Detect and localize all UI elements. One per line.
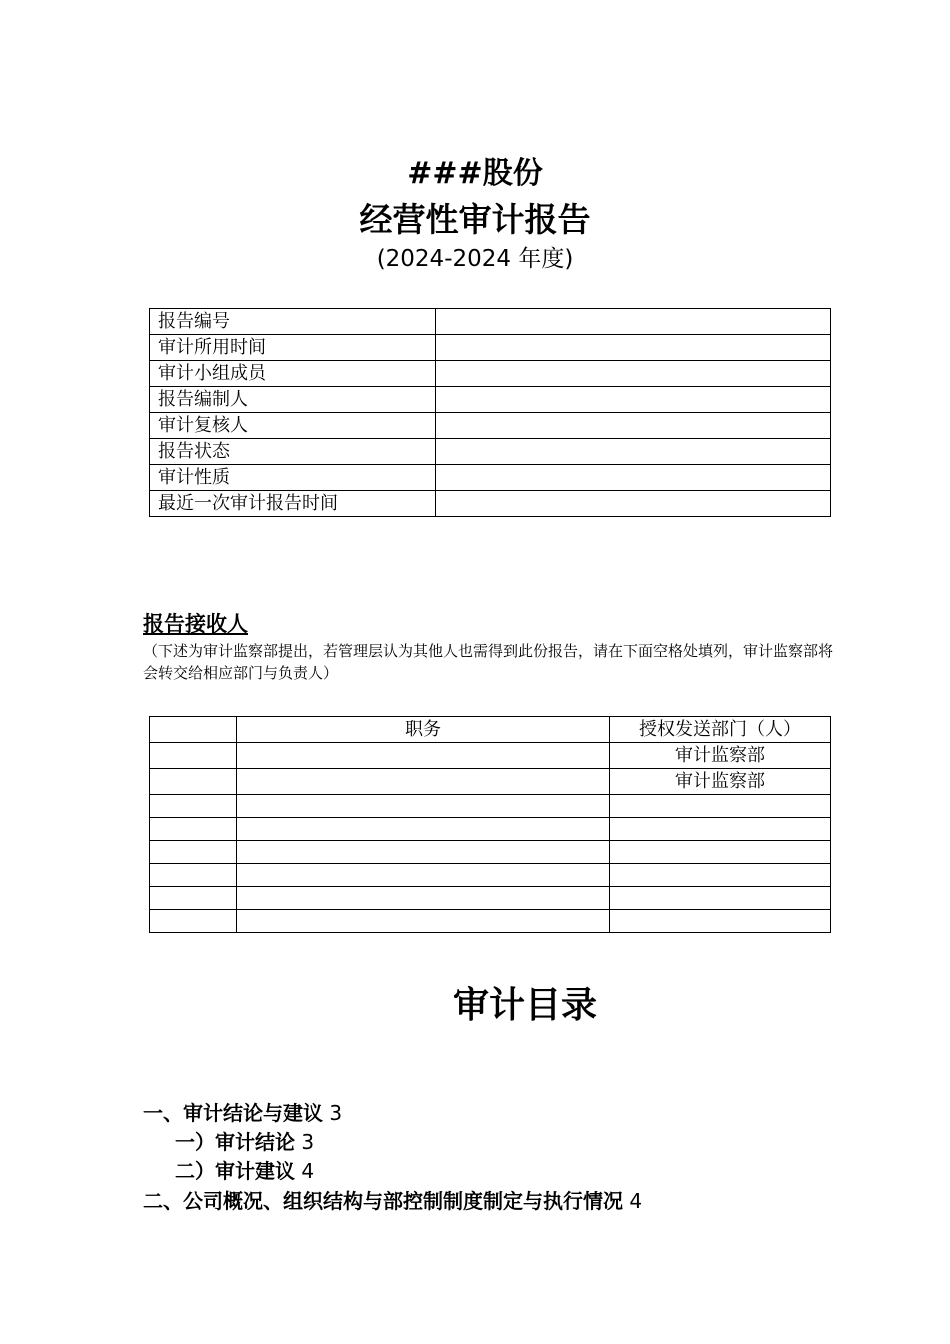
toc-page-number: 3 <box>301 1130 315 1154</box>
info-value <box>436 387 831 413</box>
recipients-table <box>149 716 831 933</box>
toc-item[interactable] <box>143 1098 342 1128</box>
company-name: ###股份 <box>407 156 543 191</box>
table-cell <box>237 769 610 795</box>
info-row <box>150 335 831 361</box>
toc-page-number: 4 <box>629 1189 643 1213</box>
info-label: 报告状态 <box>150 439 436 465</box>
table-cell: 审计监察部 <box>610 743 831 769</box>
info-label: 审计小组成员 <box>150 361 436 387</box>
table-cell <box>610 910 831 933</box>
info-row <box>150 387 831 413</box>
toc-item-text: 二）审计建议 <box>175 1159 295 1183</box>
table-row <box>150 743 831 769</box>
report-title: 经营性审计报告 <box>359 200 591 239</box>
table-row <box>150 887 831 910</box>
column-header-department: 授权发送部门（人） <box>610 717 831 743</box>
table-cell <box>237 818 610 841</box>
table-cell: 审计监察部 <box>610 769 831 795</box>
table-row <box>150 795 831 818</box>
info-row <box>150 413 831 439</box>
table-row <box>150 864 831 887</box>
toc-page-number: 4 <box>301 1159 315 1183</box>
toc-page-number: 3 <box>329 1101 343 1125</box>
info-value <box>436 491 831 517</box>
table-cell <box>237 795 610 818</box>
table-row <box>150 841 831 864</box>
report-info-table <box>149 308 831 517</box>
table-cell <box>237 841 610 864</box>
table-cell <box>150 743 237 769</box>
info-value <box>436 309 831 335</box>
info-label: 审计性质 <box>150 465 436 491</box>
table-cell <box>610 818 831 841</box>
table-row <box>150 769 831 795</box>
table-cell <box>150 910 237 933</box>
table-cell <box>237 910 610 933</box>
info-row <box>150 491 831 517</box>
table-row <box>150 818 831 841</box>
table-header-row <box>150 717 831 743</box>
toc-item[interactable] <box>175 1156 314 1186</box>
table-cell <box>237 864 610 887</box>
info-value <box>436 335 831 361</box>
info-row <box>150 465 831 491</box>
table-cell <box>150 769 237 795</box>
toc-item[interactable] <box>175 1127 314 1157</box>
table-cell <box>610 795 831 818</box>
info-label: 报告编制人 <box>150 387 436 413</box>
table-cell <box>610 864 831 887</box>
toc-item-text: 一）审计结论 <box>175 1130 295 1154</box>
info-row <box>150 439 831 465</box>
toc-item[interactable] <box>143 1186 642 1216</box>
table-cell <box>150 818 237 841</box>
table-cell <box>237 743 610 769</box>
recipients-note: （下述为审计监察部提出，若管理层认为其他人也需得到此份报告，请在下面空格处填列，审计监察部将会转交给相应部门与负责人） <box>143 642 834 682</box>
info-label: 最近一次审计报告时间 <box>150 491 436 517</box>
table-cell <box>150 887 237 910</box>
table-cell <box>150 864 237 887</box>
recipients-heading: 报告接收人 <box>143 612 248 636</box>
report-period: (2024-2024 年度) <box>376 246 574 272</box>
info-value <box>436 439 831 465</box>
table-cell <box>150 795 237 818</box>
table-cell <box>237 887 610 910</box>
table-cell <box>150 841 237 864</box>
column-header <box>150 717 237 743</box>
info-value <box>436 465 831 491</box>
info-label: 审计所用时间 <box>150 335 436 361</box>
toc-title: 审计目录 <box>452 985 597 1026</box>
table-cell <box>610 887 831 910</box>
info-row <box>150 309 831 335</box>
info-row <box>150 361 831 387</box>
table-row <box>150 910 831 933</box>
toc-item-text: 一、审计结论与建议 <box>143 1101 323 1125</box>
info-value <box>436 413 831 439</box>
info-label: 报告编号 <box>150 309 436 335</box>
info-value <box>436 361 831 387</box>
column-header-position: 职务 <box>237 717 610 743</box>
table-cell <box>610 841 831 864</box>
toc-item-text: 二、公司概况、组织结构与部控制制度制定与执行情况 <box>143 1189 623 1213</box>
info-label: 审计复核人 <box>150 413 436 439</box>
